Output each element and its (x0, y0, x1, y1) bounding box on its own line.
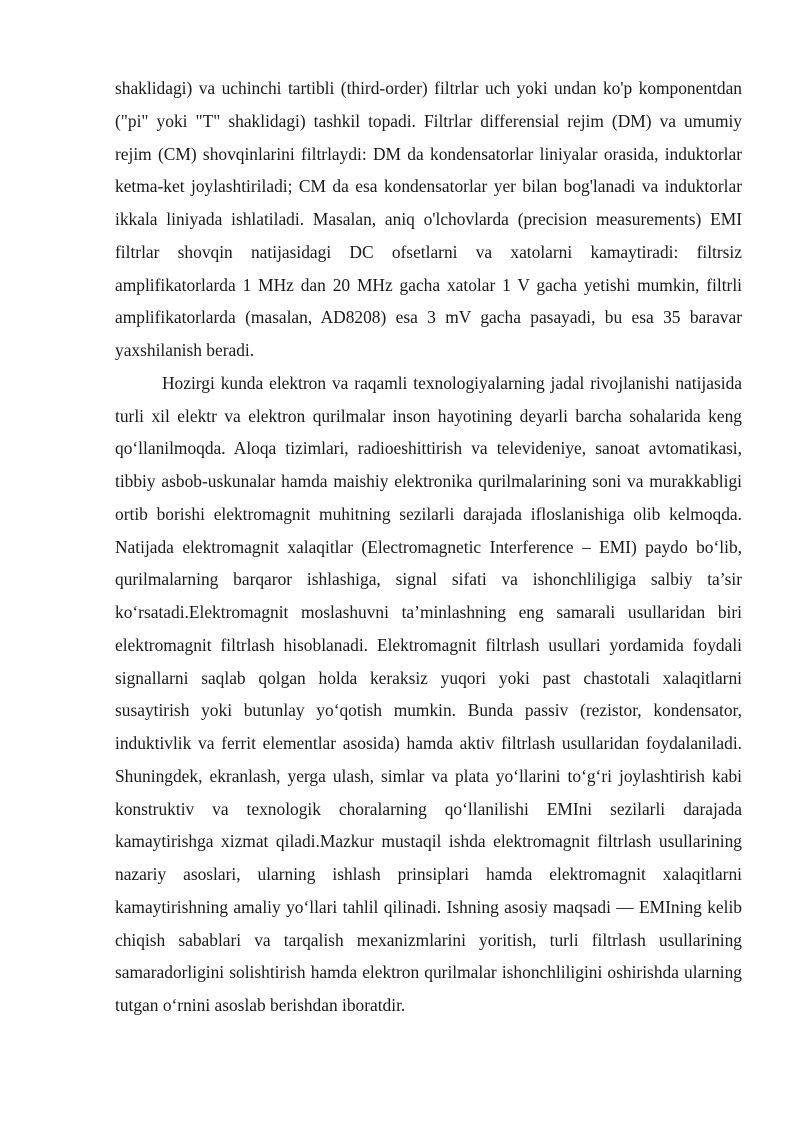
paragraph-emi-filter-types: shaklidagi) va uchinchi tartibli (third-order) filtrlar uch yoki undan ko'p komponentdan ("pi" yoki "T" shaklidagi) tashkil topadi. Filtrlar differensial rejim (DM) va umumiy rejim (CM) shovqinlarini filtrlaydi: DM da kondensatorlar liniyalar orasida, induktorlar ketma-ket joylashtiriladi; CM da esa kondensatorlar yer bilan bog'lanadi va induktorlar ikkala liniyada ishlatiladi. Masalan, aniq o'lchovlarda (precision measurements) EMI filtrlar shovqin natijasidagi DC ofsetlarni va xatolarni kamaytiradi: filtrsiz amplifikatorlarda 1 MHz dan 20 MHz gacha xatolar 1 V gacha yetishi mumkin, filtrli amplifikatorlarda (masalan, AD8208) esa 3 mV gacha pasayadi, bu esa 35 baravar yaxshilanish beradi. (115, 78, 742, 360)
body-text (115, 72, 742, 1022)
paragraph-introduction: Hozirgi kunda elektron va raqamli texnologiyalarning jadal rivojlanishi natijasida turli xil elektr va elektron qurilmalar inson hayotining deyarli barcha sohalarida keng qo‘llanilmoqda. Aloqa tizimlari, radioeshittirish va televideniye, sanoat avtomatikasi, tibbiy asbob-uskunalar hamda maishiy elektronika qurilmalarining soni va murakkabligi ortib borishi elektromagnit muhitning sezilarli darajada ifloslanishiga olib kelmoqda. Natijada elektromagnit xalaqitlar (Electromagnetic Interference – EMI) paydo bo‘lib, qurilmalarning barqaror ishlashiga, signal sifati va ishonchliligiga salbiy ta’sir ko‘rsatadi.Elektromagnit moslashuvni ta’minlashning eng samarali usullaridan biri elektromagnit filtrlash hisoblanadi. Elektromagnit filtrlash usullari yordamida foydali signallarni saqlab qolgan holda keraksiz yuqori yoki past chastotali xalaqitlarni susaytirish yoki butunlay yo‘qotish mumkin. Bunda passiv (rezistor, kondensator, induktivlik va ferrit elementlar asosida) hamda aktiv filtrlash usullaridan foydalaniladi. Shuningdek, ekranlash, yerga ulash, simlar va plata yo‘llarini to‘g‘ri joylashtirish kabi konstruktiv va texnologik choralarning qo‘llanilishi EMIni sezilarli darajada kamaytirishga xizmat qiladi.Mazkur mustaqil ishda elektromagnit filtrlash usullarining nazariy asoslari, ularning ishlash prinsiplari hamda elektromagnit xalaqitlarni kamaytirishning amaliy yo‘llari tahlil qilinadi. Ishning asosiy maqsadi — EMIning kelib chiqish sabablari va tarqalish mexanizmlarini yoritish, turli filtrlash usullarining samaradorligini solishtirish hamda elektron qurilmalar ishonchliligini oshirishda ularning tutgan o‘rnini asoslab berishdan iboratdir. (115, 372, 742, 1015)
